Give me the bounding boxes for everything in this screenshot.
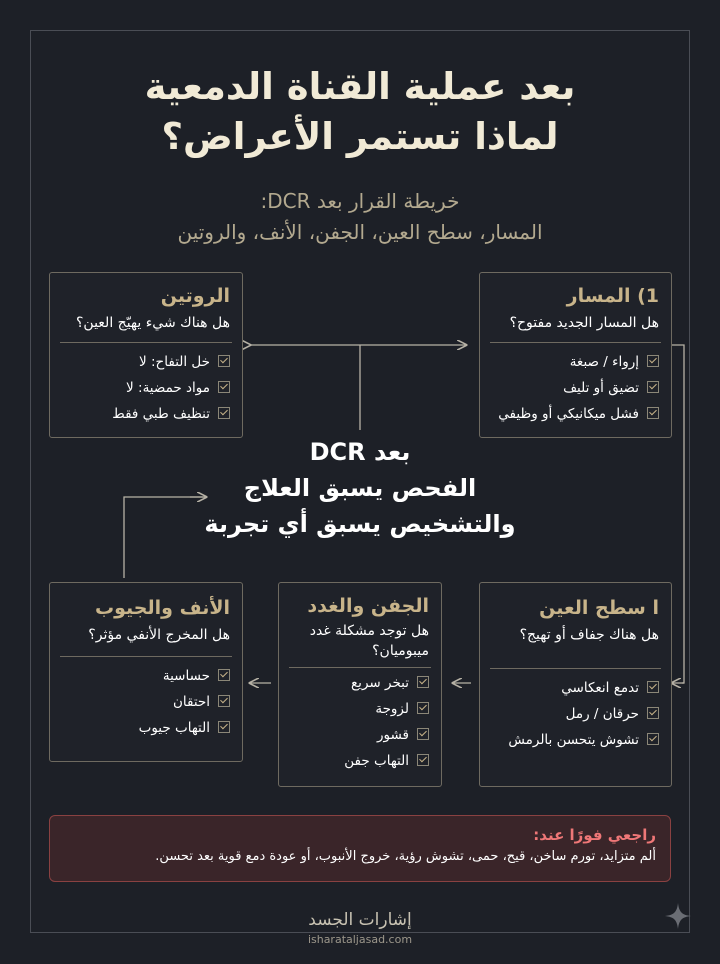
card-heading: الروتين	[160, 285, 230, 307]
subtitle-line-2: المسار، سطح العين، الجفن، الأنف، والروتين	[177, 220, 543, 244]
card-question: هل المخرج الأنفي مؤثر؟	[88, 627, 230, 643]
center-line-1: بعد DCR	[309, 438, 411, 466]
list-item: إرواء / صبغة	[492, 349, 659, 375]
urgent-alert-box	[49, 815, 671, 882]
list-item: التهاب جفن	[291, 748, 429, 774]
card-eyelid-glands	[278, 582, 442, 787]
title-line-1: بعد عملية القناة الدمعية	[144, 65, 576, 108]
card-pathway	[479, 272, 672, 438]
list-item: احتقان	[62, 689, 230, 715]
center-line-3: والتشخيص يسبق أي تجربة	[204, 510, 516, 538]
card-question: هل توجد مشكلة غدد ميبوميان؟	[309, 623, 429, 659]
list-item: تدمع انعكاسي	[492, 675, 659, 701]
list-item: قشور	[291, 722, 429, 748]
checkbox-icon	[218, 721, 230, 733]
card-question: هل المسار الجديد مفتوح؟	[509, 315, 659, 331]
page-title	[0, 62, 720, 162]
card-divider	[60, 656, 232, 657]
alert-body: ألم متزايد، تورم ساخن، قيح، حمى، تشوش رؤية، خروج الأنبوب، أو عودة دمع قوية بعد تحسن.	[155, 849, 656, 864]
subtitle-line-1: خريطة القرار بعد DCR:	[260, 189, 460, 213]
card-question: هل هناك جفاف أو تهيج؟	[519, 627, 659, 643]
list-item: مواد حمضية: لا	[62, 375, 230, 401]
checkbox-icon	[218, 355, 230, 367]
checkbox-icon	[647, 707, 659, 719]
center-message	[190, 434, 530, 542]
checkbox-icon	[417, 728, 429, 740]
card-heading: الأنف والجيوب	[95, 597, 230, 619]
card-question: هل هناك شيء يهيّج العين؟	[75, 315, 230, 331]
list-item: تشوش يتحسن بالرمش	[492, 727, 659, 753]
card-eye-surface	[479, 582, 672, 787]
checkbox-icon	[647, 681, 659, 693]
checkbox-icon	[417, 754, 429, 766]
list-item: تبخر سريع	[291, 670, 429, 696]
checkbox-icon	[647, 407, 659, 419]
list-item: فشل ميكانيكي أو وظيفي	[492, 401, 659, 427]
card-divider	[289, 667, 431, 668]
alert-heading: راجعي فورًا عند:	[533, 826, 656, 844]
list-item: حساسية	[62, 663, 230, 689]
checkbox-icon	[417, 702, 429, 714]
title-line-2: لماذا تستمر الأعراض؟	[161, 115, 559, 158]
checkbox-icon	[218, 695, 230, 707]
list-item: لزوجة	[291, 696, 429, 722]
list-item: التهاب جيوب	[62, 715, 230, 741]
card-divider	[60, 342, 232, 343]
checkbox-icon	[218, 407, 230, 419]
card-heading: 1) المسار	[566, 285, 659, 307]
sparkle-icon	[664, 902, 692, 930]
card-divider	[490, 342, 661, 343]
brand-name: إشارات الجسد	[308, 910, 412, 930]
checkbox-icon	[417, 676, 429, 688]
list-item: تضيق أو تليف	[492, 375, 659, 401]
card-nose-sinuses	[49, 582, 243, 762]
checkbox-icon	[647, 381, 659, 393]
page-subtitle	[0, 186, 720, 248]
checkbox-icon	[218, 669, 230, 681]
site-url: isharataljasad.com	[307, 933, 413, 946]
list-item: حرقان / رمل	[492, 701, 659, 727]
card-heading: الجفن والغدد	[307, 595, 429, 617]
list-item: تنظيف طبي فقط	[62, 401, 230, 427]
checkbox-icon	[647, 733, 659, 745]
checkbox-icon	[218, 381, 230, 393]
card-divider	[490, 668, 661, 669]
card-heading: ا سطح العين	[539, 597, 659, 619]
checkbox-icon	[647, 355, 659, 367]
center-line-2: الفحص يسبق العلاج	[243, 474, 477, 502]
card-routine	[49, 272, 243, 438]
list-item: خل التفاح: لا	[62, 349, 230, 375]
